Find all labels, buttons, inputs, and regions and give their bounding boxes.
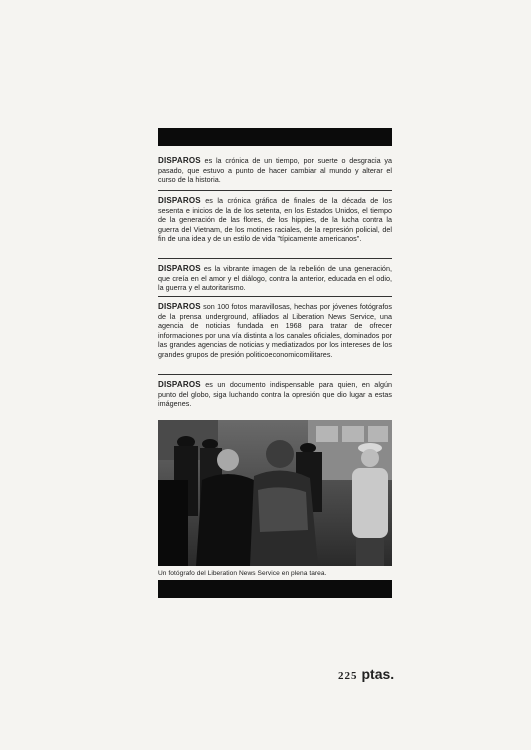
paragraph-text: es la crónica de un tiempo, por suerte o desgracia ya pasado, que estuvo a punto de hacer cambiar al mundo y alterar el curso de la historia. xyxy=(158,156,392,185)
paragraph-keyword: DISPAROS xyxy=(158,156,201,165)
paragraph-text: es un documento indispensable para quien, en algún punto del globo, siga luchando contra la opresión que dio lugar a estas imágenes. xyxy=(158,380,392,409)
top-black-bar xyxy=(158,128,392,146)
divider-rule xyxy=(158,374,392,375)
paragraph-keyword: DISPAROS xyxy=(158,196,201,205)
price-tag xyxy=(338,666,394,682)
photo-caption: Un fotógrafo del Liberation News Service en plena tarea. xyxy=(158,570,327,577)
protest-photo xyxy=(158,420,392,566)
divider-rule xyxy=(158,258,392,259)
paragraph-text: es la crónica gráfica de finales de la década de los sesenta e inicios de la de los setenta, en los Estados Unidos, el tiempo de la generación de las flores, de los hippies, de la lucha contra la guerra del Vietnam, de los motines raciales, de la represión policial, del fin de una idea y de un estilo de vida "típicamente americanos". xyxy=(158,196,392,244)
paragraph-keyword: DISPAROS xyxy=(158,302,201,311)
bottom-black-bar xyxy=(158,580,392,598)
price-currency: ptas. xyxy=(361,666,395,682)
paragraph-4 xyxy=(158,302,392,360)
paragraph-keyword: DISPAROS xyxy=(158,380,201,389)
price-amount: 225 xyxy=(338,670,358,682)
paragraph-3 xyxy=(158,264,392,293)
paragraph-text: es la vibrante imagen de la rebelión de una generación, que creía en el amor y el diálogo, contra la anterior, educada en el odio, la guerra y el autoritarismo. xyxy=(158,264,392,293)
paragraph-keyword: DISPAROS xyxy=(158,264,201,273)
paragraph-text: son 100 fotos maravillosas, hechas por jóvenes fotógrafos de la prensa underground, afiliados al Liberation News Service, una agencia de noticias fundada en 1968 para tratar de ofrecer informaciones por una vía distinta a los canales oficiales, dominados por las grandes agencias de noticias y mediatizados por los intereses de los grandes grupos de presión politicoeconomicomilitares. xyxy=(158,302,392,359)
paragraph-1 xyxy=(158,156,392,185)
photo-illustration xyxy=(158,420,392,566)
paragraph-2 xyxy=(158,196,392,244)
divider-rule xyxy=(158,190,392,191)
divider-rule xyxy=(158,296,392,297)
paragraph-5 xyxy=(158,380,392,409)
